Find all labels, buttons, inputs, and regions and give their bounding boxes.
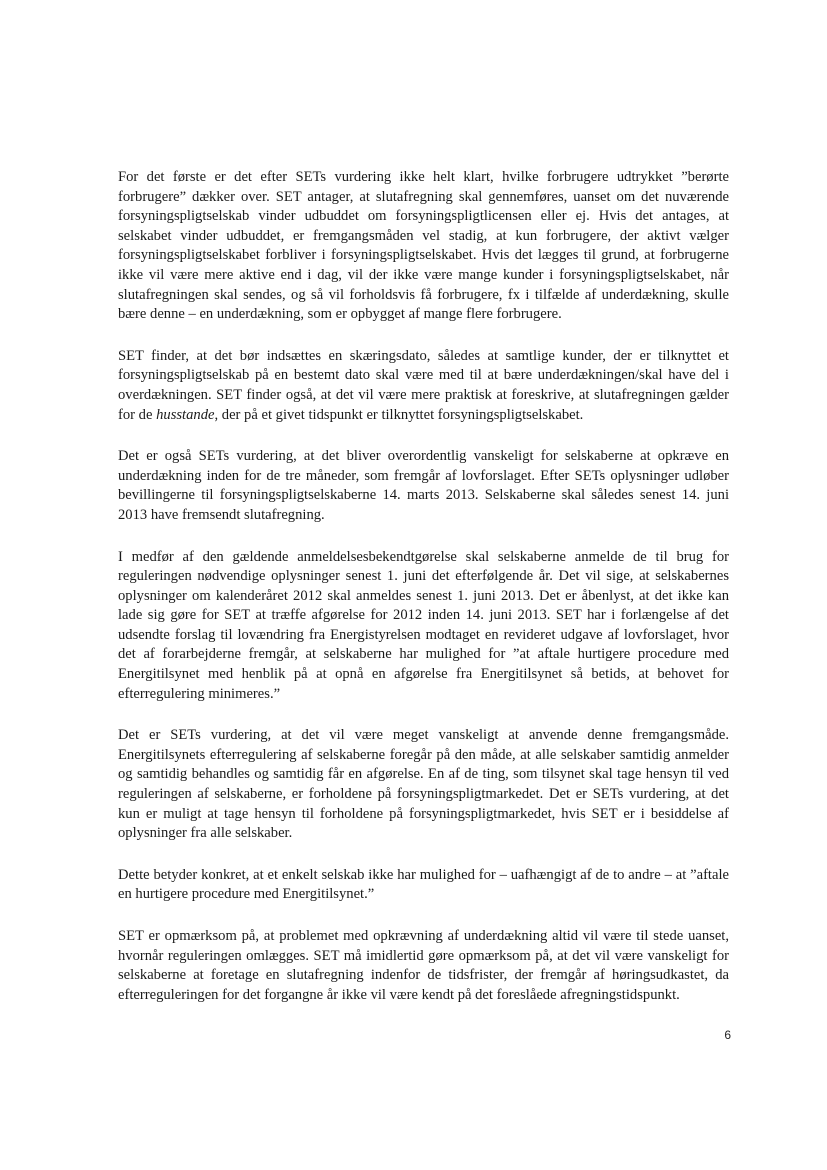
paragraph-2-emphasis: husstande bbox=[156, 406, 215, 423]
paragraph-7: SET er opmærksom på, at problemet med opkrævning af underdækning altid vil være til stede uanset, hvornår reguleringen omlægges. SET må imidlertid gøre opmærksom på, at det vil være vanskeligt for selskaberne at foretage en slutafregning indenfor de tidsfrister, der fremgår af høringsudkastet, da efterreguleringen for det forgangne år ikke vil være kendt på det foreslåede afregningstidspunkt. bbox=[118, 928, 729, 1003]
paragraph-2 bbox=[118, 347, 729, 425]
paragraph-6: Dette betyder konkret, at et enkelt selskab ikke har mulighed for – uafhængigt af de to andre – at ”aftale en hurtigere procedure med Energitilsynet.” bbox=[118, 866, 729, 903]
paragraph-3: Det er også SETs vurdering, at det bliver overordentlig vanskeligt for selskaberne at opkræve en underdækning inden for de tre måneder, som fremgår af lovforslaget. Efter SETs oplysninger udløber bevillingerne til forsyningspligtselskaberne 14. marts 2013. Selskaberne skal således senest 14. juni 2013 have fremsendt slutafregning. bbox=[118, 448, 729, 523]
paragraph-1: For det første er det efter SETs vurdering ikke helt klart, hvilke forbrugere udtrykket ”berørte forbrugere” dækker over. SET antager, at slutafregning skal gennemføres, uanset om det nuværende forsyningspligtselskab vinder udbuddet om forsyningspligtlicensen eller ej. Hvis det antages, at selskabet vinder udbuddet, er fremgangsmåden vel stadig, at kun forbrugere, der aktivt vælger forsyningspligtselskabet forbliver i forsyningspligtselskabet. Hvis det lægges til grund, at forbrugerne ikke vil være mere aktive end i dag, vil der ikke være mange kunder i forsyningspligtselskabet, når slutafregningen skal sendes, og så vil forholdsvis få forbrugere, fx i tilfælde af underdækning, skulle bære denne – en underdækning, som er opbygget af mange flere forbrugere. bbox=[118, 169, 729, 323]
document-body bbox=[118, 168, 729, 1027]
paragraph-5: Det er SETs vurdering, at det vil være meget vanskeligt at anvende denne fremgangsmåde. Energitilsynets efterregulering af selskaberne foregår på den måde, at alle selskaber samtidig anmelder og samtidig behandles og samtidig får en afgørelse. En af de ting, som tilsynet skal tage hensyn til ved reguleringen af selskaberne, er forholdene på forsyningspligtmarkedet. Det er SETs vurdering, at det kun er muligt at tage hensyn til forholdene på forsyningspligtmarkedet, hvis SET er i besiddelse af oplysninger fra alle selskaber. bbox=[118, 727, 729, 842]
page-number: 6 bbox=[724, 1028, 731, 1042]
paragraph-2-text: SET finder, at det bør indsættes en skæringsdato, således at samtlige kunder, der er tilknyttet et forsyningspligtselskab på en bestemt dato skal være med til at bære underdækningen/skal have del i overdækningen. SET finder også, at det vil være mere praktisk at foreskrive, at slutafregningen gælder for de bbox=[118, 347, 729, 423]
paragraph-2-tail: , der på et givet tidspunkt er tilknyttet forsyningspligtselskabet. bbox=[214, 406, 584, 423]
paragraph-4: I medfør af den gældende anmeldelsesbekendtgørelse skal selskaberne anmelde de til brug for reguleringen nødvendige oplysninger senest 1. juni det efterfølgende år. Det vil sige, at selskabernes oplysninger om kalenderåret 2012 skal anmeldes senest 1. juni 2013. Det er åbenlyst, at det ikke kan lade sig gøre for SET at træffe afgørelse for 2012 inden 14. juni 2013. SET har i forlængelse af det udsendte forslag til lovændring fra Energistyrelsen modtaget en revideret udgave af lovforslaget, hvor det af forarbejderne fremgår, at selskaberne har mulighed for ”at aftale hurtigere procedure med Energitilsynet med henblik på at opnå en afgørelse fra Energitilsynet så betids, at behovet for efterregulering minimeres.” bbox=[118, 548, 729, 702]
